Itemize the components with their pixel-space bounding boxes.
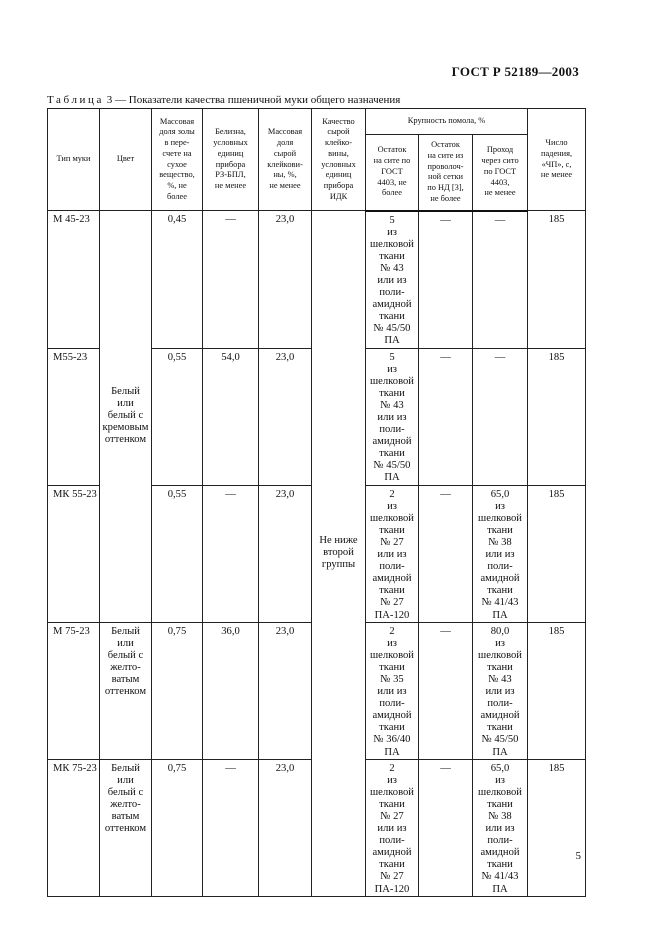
- header-coarseness: Крупность помола, %: [366, 109, 528, 135]
- cell-whiteness: —: [203, 211, 259, 349]
- cell-falling-number: 185: [528, 348, 586, 485]
- header-residue-wire: Остаток на сите из проволоч- ной сетки по НД [3], не более: [419, 135, 473, 211]
- header-gluten: Массовая доля сырой клейкови- ны, %, не менее: [259, 109, 312, 211]
- cell-flour-type: МК 75-23: [48, 759, 100, 896]
- cell-color: Белый или белый с желто- ватым оттенком: [100, 759, 152, 896]
- header-gluten-quality: Качество сырой клейко- вины, условных единиц прибора ИДК: [312, 109, 366, 211]
- cell-color: Белый или белый с желто- ватым оттенком: [100, 622, 152, 759]
- cell-flour-type: М 45-23: [48, 211, 100, 349]
- cell-ash: 0,75: [152, 759, 203, 896]
- cell-residue-gost: 2 из шелковой ткани № 27 или из поли- амидной ткани № 27 ПА-120: [366, 485, 419, 622]
- quality-table: [47, 108, 586, 897]
- cell-residue-gost: 5 из шелковой ткани № 43 или из поли- амидной ткани № 45/50 ПА: [366, 211, 419, 349]
- caption-prefix: Таблица: [47, 94, 104, 106]
- cell-residue-wire: —: [419, 211, 473, 349]
- cell-flour-type: М 75-23: [48, 622, 100, 759]
- cell-residue-wire: —: [419, 485, 473, 622]
- cell-pass-through: —: [473, 348, 528, 485]
- cell-gluten: 23,0: [259, 211, 312, 349]
- cell-residue-wire: —: [419, 348, 473, 485]
- cell-ash: 0,45: [152, 211, 203, 349]
- cell-gluten: 23,0: [259, 485, 312, 622]
- header-ash: Массовая доля золы в пере- счете на сухое вещество, %, не более: [152, 109, 203, 211]
- header-whiteness: Белизна, условных единиц прибора РЗ-БПЛ, не менее: [203, 109, 259, 211]
- header-falling-number: Число падения, «ЧП», с, не менее: [528, 109, 586, 211]
- cell-gluten-quality: Не ниже второй группы: [312, 211, 366, 897]
- cell-residue-gost: 2 из шелковой ткани № 27 или из поли- амидной ткани № 27 ПА-120: [366, 759, 419, 896]
- cell-whiteness: 36,0: [203, 622, 259, 759]
- standard-designation: ГОСТ Р 52189—2003: [451, 64, 579, 79]
- cell-pass-through: —: [473, 211, 528, 349]
- header-flour-type: Тип муки: [48, 109, 100, 211]
- cell-gluten: 23,0: [259, 348, 312, 485]
- header-residue-gost: Остаток на сите по ГОСТ 4403, не более: [366, 135, 419, 211]
- cell-ash: 0,55: [152, 348, 203, 485]
- cell-residue-wire: —: [419, 622, 473, 759]
- cell-pass-through: 80,0 из шелковой ткани № 43 или из поли- амидной ткани № 45/50 ПА: [473, 622, 528, 759]
- cell-gluten: 23,0: [259, 622, 312, 759]
- cell-falling-number: 185: [528, 759, 586, 896]
- cell-falling-number: 185: [528, 485, 586, 622]
- cell-ash: 0,55: [152, 485, 203, 622]
- cell-whiteness: —: [203, 759, 259, 896]
- cell-color: Белый или белый с кремовым оттенком: [100, 211, 152, 623]
- cell-whiteness: 54,0: [203, 348, 259, 485]
- cell-whiteness: —: [203, 485, 259, 622]
- cell-residue-wire: —: [419, 759, 473, 896]
- cell-residue-gost: 5 из шелковой ткани № 43 или из поли- амидной ткани № 45/50 ПА: [366, 348, 419, 485]
- table-row: [48, 211, 586, 349]
- table-caption: [47, 94, 400, 106]
- cell-falling-number: 185: [528, 622, 586, 759]
- cell-pass-through: 65,0 из шелковой ткани № 38 или из поли- амидной ткани № 41/43 ПА: [473, 485, 528, 622]
- cell-flour-type: МК 55-23: [48, 485, 100, 622]
- cell-flour-type: М55-23: [48, 348, 100, 485]
- cell-pass-through: 65,0 из шелковой ткани № 38 или из поли- амидной ткани № 41/43 ПА: [473, 759, 528, 896]
- cell-falling-number: 185: [528, 211, 586, 349]
- page-number: 5: [575, 850, 581, 862]
- caption-text: 3 — Показатели качества пшеничной муки общего назначения: [104, 94, 401, 106]
- cell-residue-gost: 2 из шелковой ткани № 35 или из поли- амидной ткани № 36/40 ПА: [366, 622, 419, 759]
- header-color: Цвет: [100, 109, 152, 211]
- cell-gluten: 23,0: [259, 759, 312, 896]
- cell-ash: 0,75: [152, 622, 203, 759]
- header-pass-through: Проход через сито по ГОСТ 4403, не менее: [473, 135, 528, 211]
